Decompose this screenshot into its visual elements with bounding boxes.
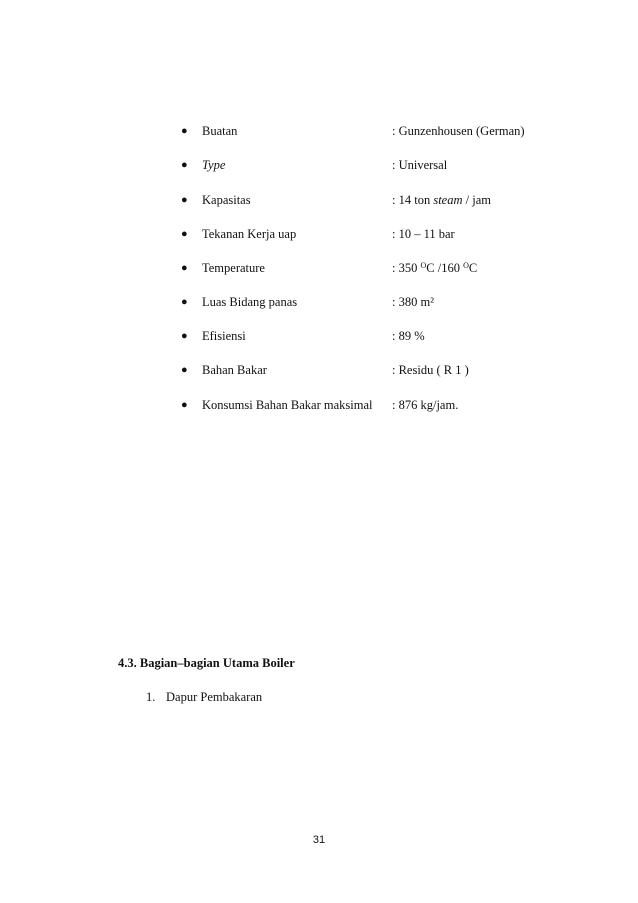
bullet-icon: ● [181,399,188,411]
spec-row-bahan-bakar [0,360,638,380]
bullet-icon: ● [181,159,188,171]
spec-value: : 10 – 11 bar [392,227,455,241]
spec-row-tekanan [0,224,638,244]
spec-value: : Residu ( R 1 ) [392,363,469,377]
bullet-icon: ● [181,296,188,308]
spec-row-temperature [0,258,638,278]
spec-row-luas [0,292,638,312]
spec-row-efisiensi [0,326,638,346]
spec-label: Type [202,158,226,172]
spec-value-part: C [468,261,478,275]
spec-value-italic: steam [433,193,463,207]
spec-value-suffix: / jam [462,193,491,207]
spec-row-kapasitas [0,190,638,210]
spec-label: Tekanan Kerja uap [202,227,297,241]
page-number: 31 [312,834,326,846]
spec-value-part: : 350 [392,261,421,275]
spec-label: Luas Bidang panas [202,295,298,309]
spec-value: : 89 % [392,329,425,343]
spec-row-buatan [0,121,638,141]
spec-label: Efisiensi [202,329,246,343]
list-number: 1. [146,690,156,704]
bullet-icon: ● [181,194,188,206]
degree-superscript: O [420,261,427,270]
bullet-icon: ● [181,364,188,376]
degree-superscript: O [463,261,469,270]
spec-label: Kapasitas [202,193,251,207]
spec-value: : Gunzenhousen (German) [392,124,525,138]
bullet-icon: ● [181,262,188,274]
list-item-text: Dapur Pembakaran [166,690,263,704]
spec-value-part: C /160 [426,261,464,275]
spec-row-konsumsi [0,395,638,415]
numbered-list-item [146,690,262,705]
spec-value-prefix: : 14 ton [392,193,434,207]
spec-value: : Universal [392,158,448,172]
spec-value: : 380 m² [392,295,434,309]
spec-value [392,190,491,210]
bullet-icon: ● [181,228,188,240]
bullet-icon: ● [181,330,188,342]
bullet-icon: ● [181,125,188,137]
spec-value [392,258,477,278]
spec-row-type [0,155,638,175]
spec-label: Buatan [202,124,238,138]
spec-label: Konsumsi Bahan Bakar maksimal [202,398,373,412]
spec-value: : 876 kg/jam. [392,398,459,412]
section-heading: 4.3. Bagian–bagian Utama Boiler [118,656,295,670]
spec-label: Bahan Bakar [202,363,267,377]
spec-label: Temperature [202,261,265,275]
